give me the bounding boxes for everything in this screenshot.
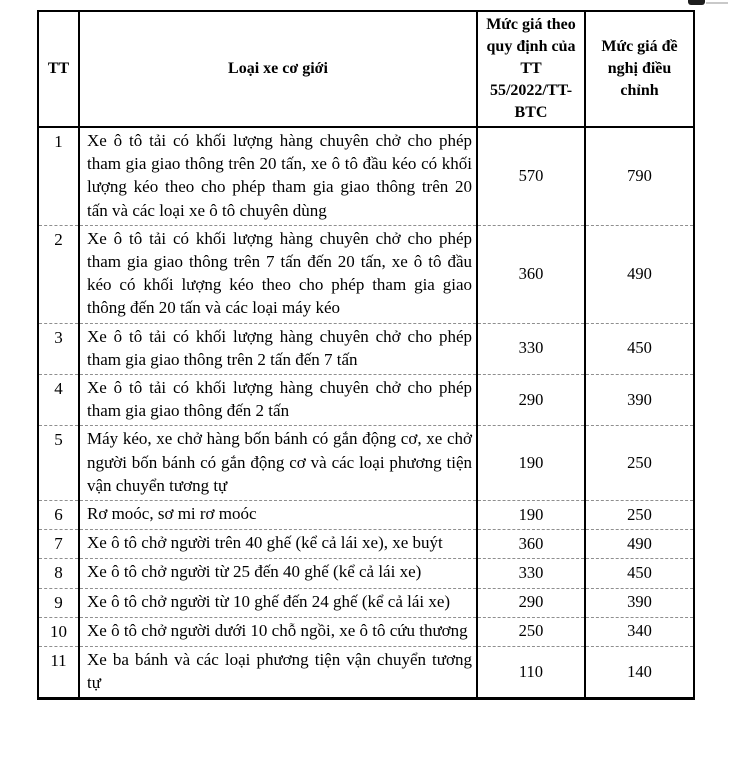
cell-price-proposed: 450 xyxy=(585,559,694,588)
cell-price-current: 570 xyxy=(477,127,585,225)
cell-vehicle-type: Rơ moóc, sơ mi rơ moóc xyxy=(79,501,477,530)
table-row xyxy=(38,127,694,225)
table-row xyxy=(38,647,694,699)
cell-vehicle-type: Xe ô tô tải có khối lượng hàng chuyên chở cho phép tham gia giao thông đến 2 tấn xyxy=(79,375,477,426)
cell-tt: 6 xyxy=(38,501,79,530)
page-edge-ink-artifact xyxy=(688,0,705,5)
cell-vehicle-type: Xe ô tô tải có khối lượng hàng chuyên chở cho phép tham gia giao thông trên 7 tấn đến 20 tấn, xe ô tô đầu kéo có khối lượng kéo theo cho phép tham gia giao thông đến 20 tấn và các loại máy kéo xyxy=(79,225,477,323)
cell-price-current: 330 xyxy=(477,559,585,588)
table-row xyxy=(38,323,694,374)
table-row xyxy=(38,375,694,426)
cell-vehicle-type: Xe ba bánh và các loại phương tiện vận chuyển tương tự xyxy=(79,647,477,699)
cell-price-current: 360 xyxy=(477,225,585,323)
table-row xyxy=(38,617,694,646)
price-table-body xyxy=(38,127,694,699)
vehicle-inspection-price-table xyxy=(37,10,695,700)
cell-vehicle-type: Xe ô tô chở người dưới 10 chỗ ngồi, xe ô tô cứu thương xyxy=(79,617,477,646)
cell-price-current: 250 xyxy=(477,617,585,646)
cell-vehicle-type: Xe ô tô chở người từ 25 đến 40 ghế (kể cả lái xe) xyxy=(79,559,477,588)
cell-price-proposed: 250 xyxy=(585,426,694,501)
cell-price-current: 290 xyxy=(477,375,585,426)
cell-tt: 9 xyxy=(38,588,79,617)
cell-price-current: 190 xyxy=(477,426,585,501)
cell-price-current: 330 xyxy=(477,323,585,374)
col-header-price-current: Mức giá theo quy định của TT 55/2022/TT-BTC xyxy=(477,11,585,127)
cell-price-proposed: 790 xyxy=(585,127,694,225)
cell-price-proposed: 450 xyxy=(585,323,694,374)
cell-price-proposed: 390 xyxy=(585,375,694,426)
cell-vehicle-type: Xe ô tô tải có khối lượng hàng chuyên chở cho phép tham gia giao thông trên 20 tấn, xe ô tô đầu kéo có khối lượng kéo theo cho phép tham gia giao thông trên 20 tấn và các loại xe ô tô chuyên dùng xyxy=(79,127,477,225)
cell-tt: 7 xyxy=(38,530,79,559)
table-header xyxy=(38,11,694,127)
cell-price-current: 190 xyxy=(477,501,585,530)
cell-tt: 1 xyxy=(54,132,63,151)
page-edge-ink-artifact-faint xyxy=(706,2,728,4)
cell-tt: 2 xyxy=(38,225,79,323)
table-row xyxy=(38,426,694,501)
cell-price-current: 290 xyxy=(477,588,585,617)
col-header-price-proposed: Mức giá đề nghị điều chỉnh xyxy=(585,11,694,127)
cell-price-proposed: 250 xyxy=(585,501,694,530)
header-row xyxy=(38,11,694,127)
cell-vehicle-type: Xe ô tô chở người từ 10 ghế đến 24 ghế (kể cả lái xe) xyxy=(79,588,477,617)
cell-price-current: 360 xyxy=(477,530,585,559)
cell-price-proposed: 340 xyxy=(585,617,694,646)
cell-price-proposed: 140 xyxy=(585,647,694,699)
cell-tt: 3 xyxy=(38,323,79,374)
cell-price-proposed: 490 xyxy=(585,530,694,559)
cell-price-proposed: 490 xyxy=(585,225,694,323)
table-row xyxy=(38,501,694,530)
cell-tt: 5 xyxy=(38,426,79,501)
cell-tt: 10 xyxy=(38,617,79,646)
table-row xyxy=(38,225,694,323)
cell-vehicle-type: Máy kéo, xe chở hàng bốn bánh có gắn động cơ, xe chở người bốn bánh có gắn động cơ và các loại phương tiện vận chuyển tương tự xyxy=(79,426,477,501)
cell-price-current: 110 xyxy=(477,647,585,699)
col-header-vehicle-type: Loại xe cơ giới xyxy=(79,11,477,127)
cell-vehicle-type: Xe ô tô chở người trên 40 ghế (kể cả lái xe), xe buýt xyxy=(79,530,477,559)
col-header-tt: TT xyxy=(38,11,79,127)
table-row xyxy=(38,588,694,617)
cell-tt: 8 xyxy=(38,559,79,588)
table-row xyxy=(38,559,694,588)
cell-tt: 11 xyxy=(38,647,79,699)
cell-vehicle-type: Xe ô tô tải có khối lượng hàng chuyên chở cho phép tham gia giao thông trên 2 tấn đến 7 tấn xyxy=(79,323,477,374)
cell-price-proposed: 390 xyxy=(585,588,694,617)
table-row xyxy=(38,530,694,559)
cell-tt: 4 xyxy=(38,375,79,426)
